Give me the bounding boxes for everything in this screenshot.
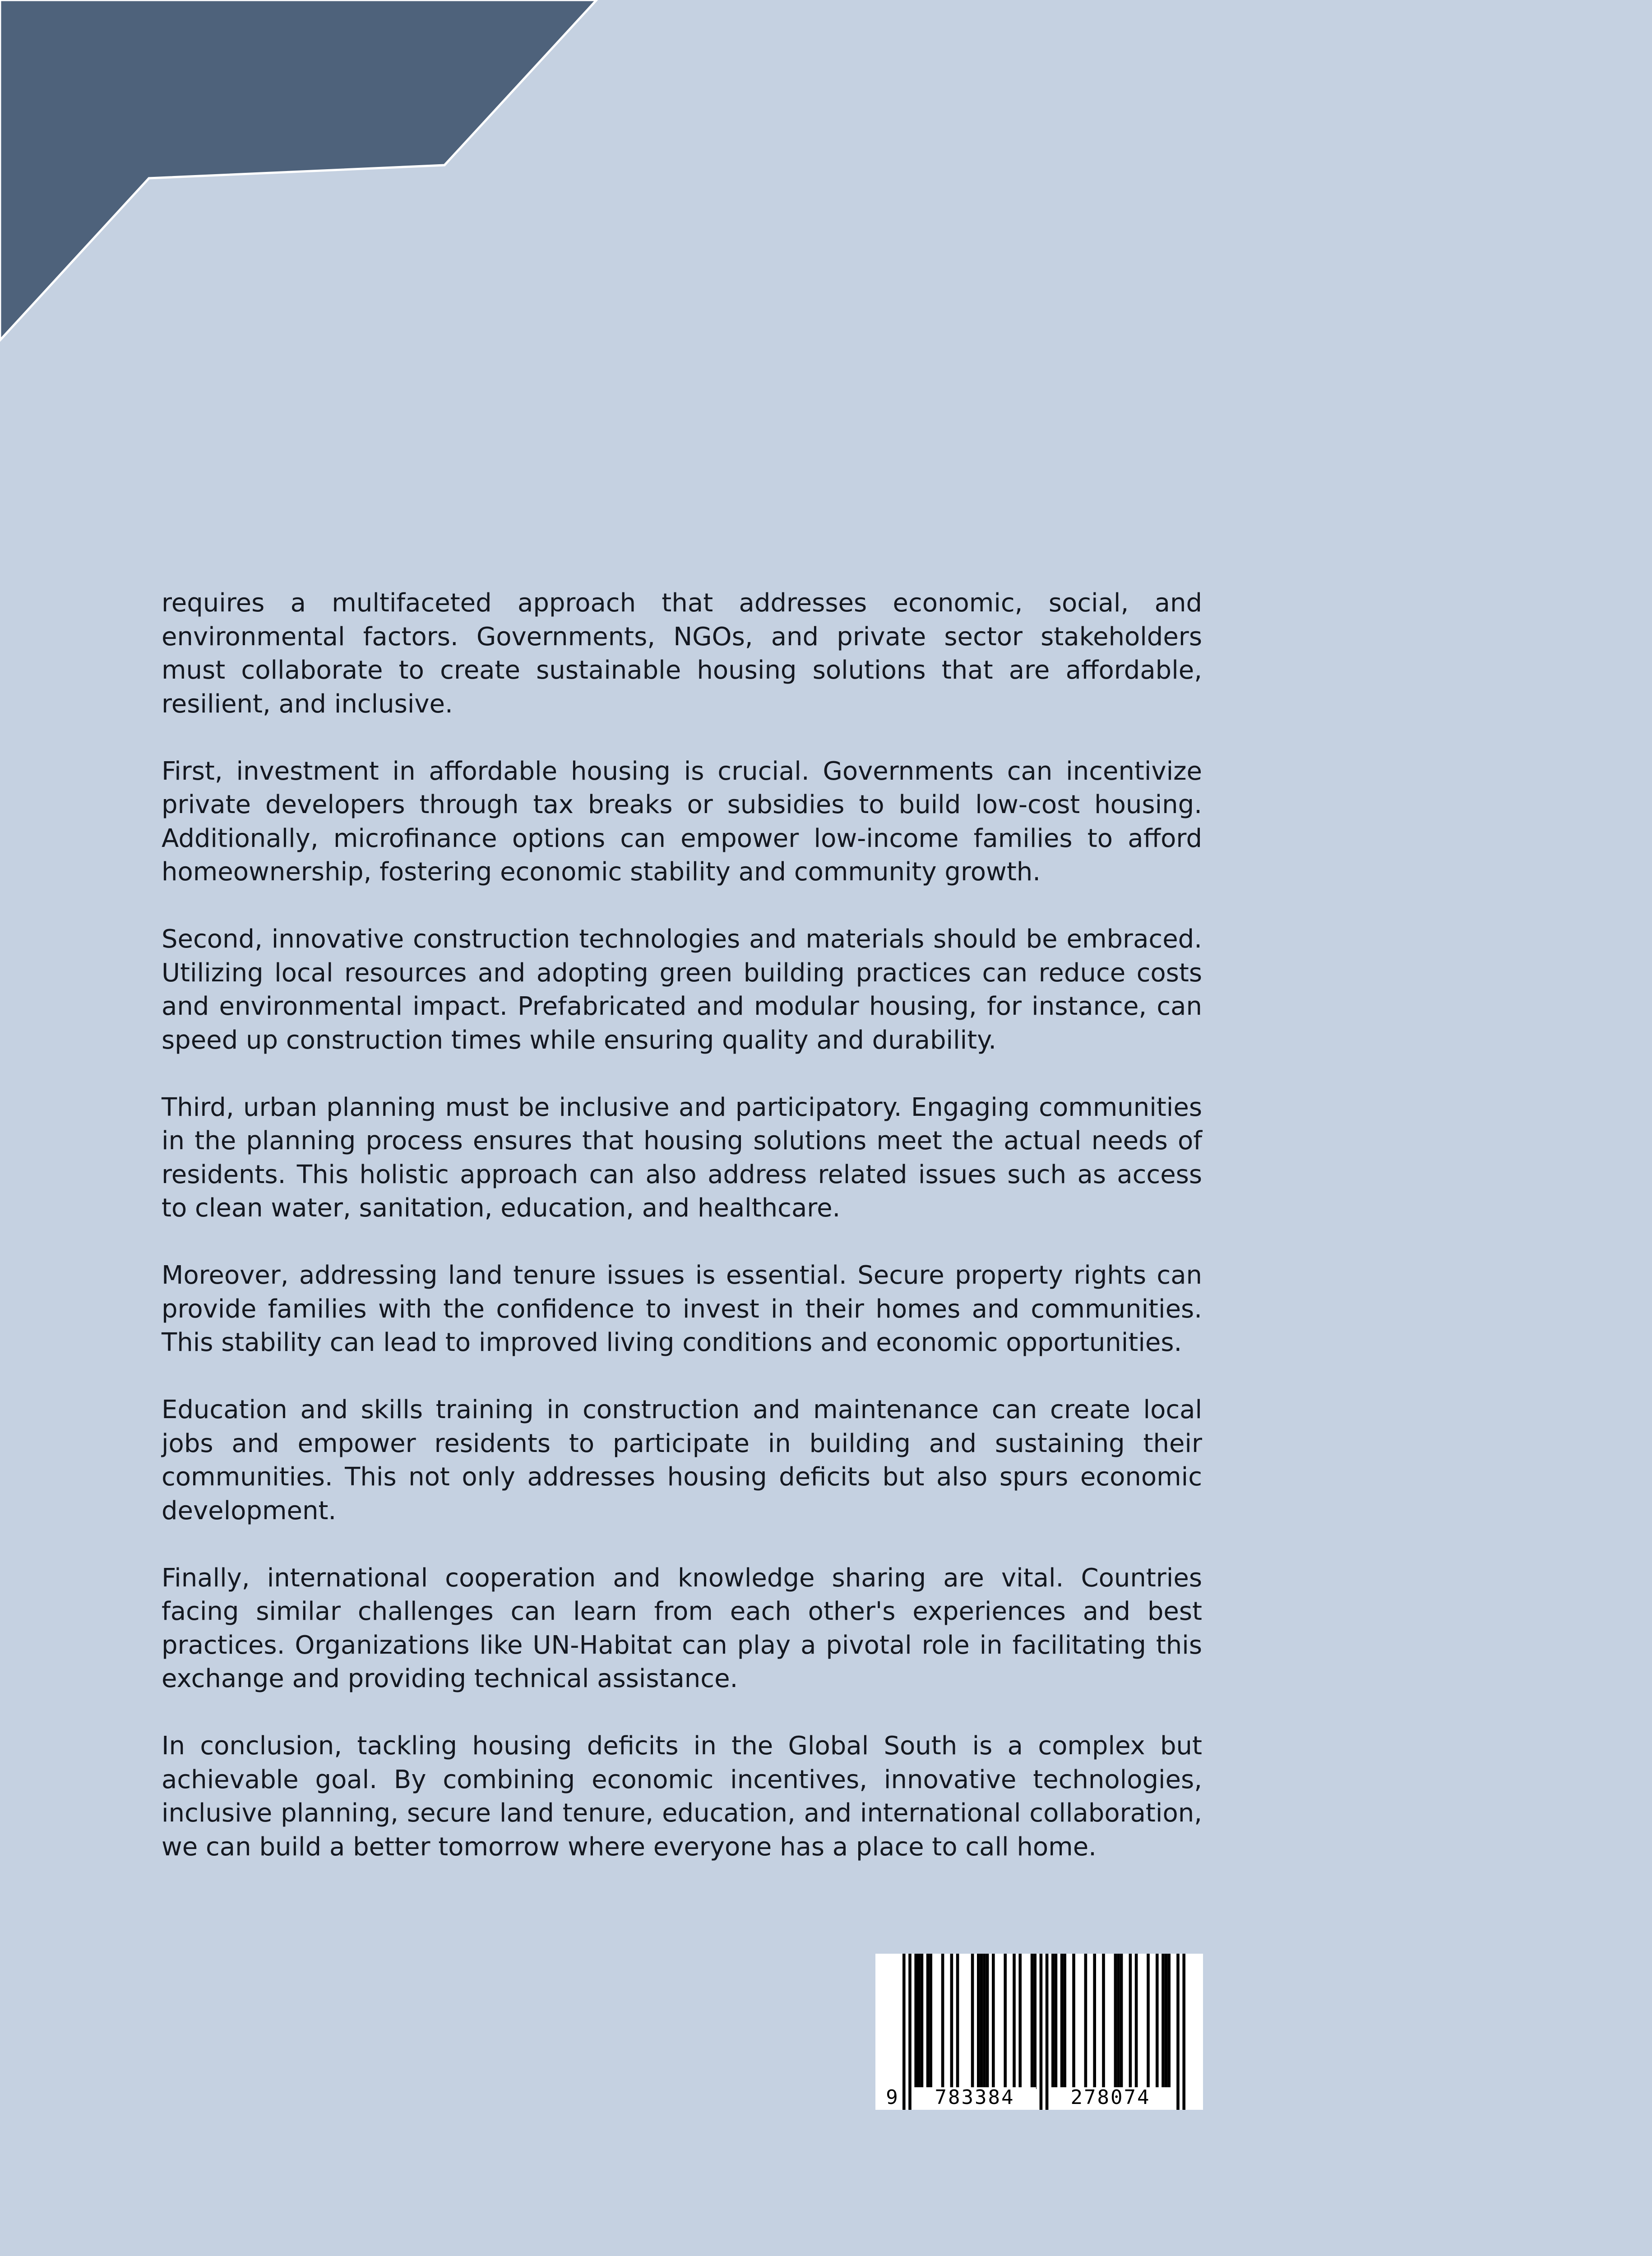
barcode-bar <box>1093 1954 1096 2089</box>
paragraph-land-tenure: Moreover, addressing land tenure issues is essential. Secure property rights can provide families with the confidence to invest in their homes and communities. This stability can lead to improved living conditions and economic opportunities. <box>162 1261 1202 1357</box>
barcode-bar <box>1055 1954 1058 2089</box>
barcode-bar <box>1004 1954 1007 2089</box>
barcode-bar <box>1117 1954 1120 2089</box>
barcode-bar <box>1102 1954 1105 2089</box>
barcode-digit-first: 9 <box>884 2087 902 2108</box>
barcode-bar <box>1046 1954 1049 2110</box>
barcode-bar <box>1147 1954 1150 2089</box>
barcode-bar <box>1013 1954 1016 2089</box>
barcode-bar <box>1063 1954 1066 2089</box>
barcode-bar <box>1135 1954 1138 2089</box>
back-cover-text <box>162 587 1202 1898</box>
barcode-bar <box>1129 1954 1132 2089</box>
barcode-bar <box>926 1954 930 2089</box>
barcode-bar <box>902 1954 906 2110</box>
barcode-bar <box>917 1954 921 2089</box>
barcode-bar <box>956 1954 959 2089</box>
barcode-bar <box>1114 1954 1117 2089</box>
barcode-bar <box>950 1954 953 2089</box>
barcode-bar <box>1060 1954 1064 2089</box>
barcode-bar <box>1156 1954 1159 2089</box>
barcode-bar <box>1031 1954 1034 2089</box>
barcode-bar <box>1182 1954 1185 2110</box>
barcode-bar <box>1018 1954 1022 2089</box>
barcode-bar <box>929 1954 932 2089</box>
barcode-bar <box>992 1954 995 2089</box>
paragraph-construction: Second, innovative construction technologies and materials should be embraced. Utilizing local resources and adopting green building practices can reduce costs and environmental impact. Prefabricated and modular housing, for instance, can speed up construction times while ensuring quality and durability. <box>162 925 1202 1055</box>
barcode-bar <box>1033 1954 1037 2089</box>
paragraph-intro: requires a multifaceted approach that addresses economic, social, and environmental factors. Governments, NGOs, and private sector stakeholders must collaborate to create sustainable housing solutions that are affordable, resilient, and inclusive. <box>162 588 1202 719</box>
barcode-bar <box>1120 1954 1123 2089</box>
barcode-digits-right: 278074 <box>1050 2087 1171 2108</box>
barcode-bar <box>1040 1954 1043 2110</box>
barcode-bar <box>977 1954 980 2089</box>
barcode-bar <box>941 1954 944 2089</box>
paragraph-conclusion: In conclusion, tackling housing deficits in the Global South is a complex but achievable goal. By combining economic incentives, innovative technologies, inclusive planning, secure land tenure, education, and international collaboration, we can build a better tomorrow where everyone has a place to call home. <box>162 1731 1202 1862</box>
barcode-bar <box>986 1954 989 2089</box>
isbn-barcode <box>875 1954 1203 2110</box>
barcode-bar <box>1165 1954 1168 2089</box>
corner-decorative-shape <box>0 0 600 343</box>
paragraph-urban-planning: Third, urban planning must be inclusive and participatory. Engaging communities in the planning process ensures that housing solutions meet the actual needs of residents. This holistic approach can also address related issues such as access to clean water, sanitation, education, and healthcare. <box>162 1092 1202 1223</box>
barcode-bar <box>1167 1954 1171 2089</box>
barcode-digits-left: 783384 <box>913 2087 1036 2108</box>
barcode-bar <box>908 1954 912 2110</box>
barcode-bar <box>1084 1954 1087 2089</box>
barcode-bar <box>1161 1954 1165 2089</box>
paragraph-investment: First, investment in affordable housing is crucial. Governments can incentivize private developers through tax breaks or subsidies to build low-cost housing. Additionally, microfinance options can empower low-income families to afford homeownership, fostering economic stability and community growth. <box>162 756 1202 887</box>
paragraph-education: Education and skills training in construction and maintenance can create local jobs and empower residents to participate in building and sustaining their communities. This not only addresses housing deficits but also spurs economic development. <box>162 1395 1202 1526</box>
barcode-bar <box>983 1954 986 2089</box>
barcode-bar <box>1051 1954 1055 2089</box>
paragraph-cooperation: Finally, international cooperation and knowledge sharing are vital. Countries facing similar challenges can learn from each other's experiences and best practices. Organizations like UN-Habitat can play a pivotal role in facilitating this exchange and providing technical assistance. <box>162 1563 1202 1693</box>
barcode-bar <box>971 1954 974 2089</box>
barcode-bar <box>914 1954 917 2089</box>
barcode-bar <box>1176 1954 1180 2110</box>
barcode-bar <box>921 1954 924 2089</box>
barcode-bar <box>980 1954 983 2089</box>
barcode-bars <box>875 1954 1203 2110</box>
barcode-bar <box>1072 1954 1075 2089</box>
